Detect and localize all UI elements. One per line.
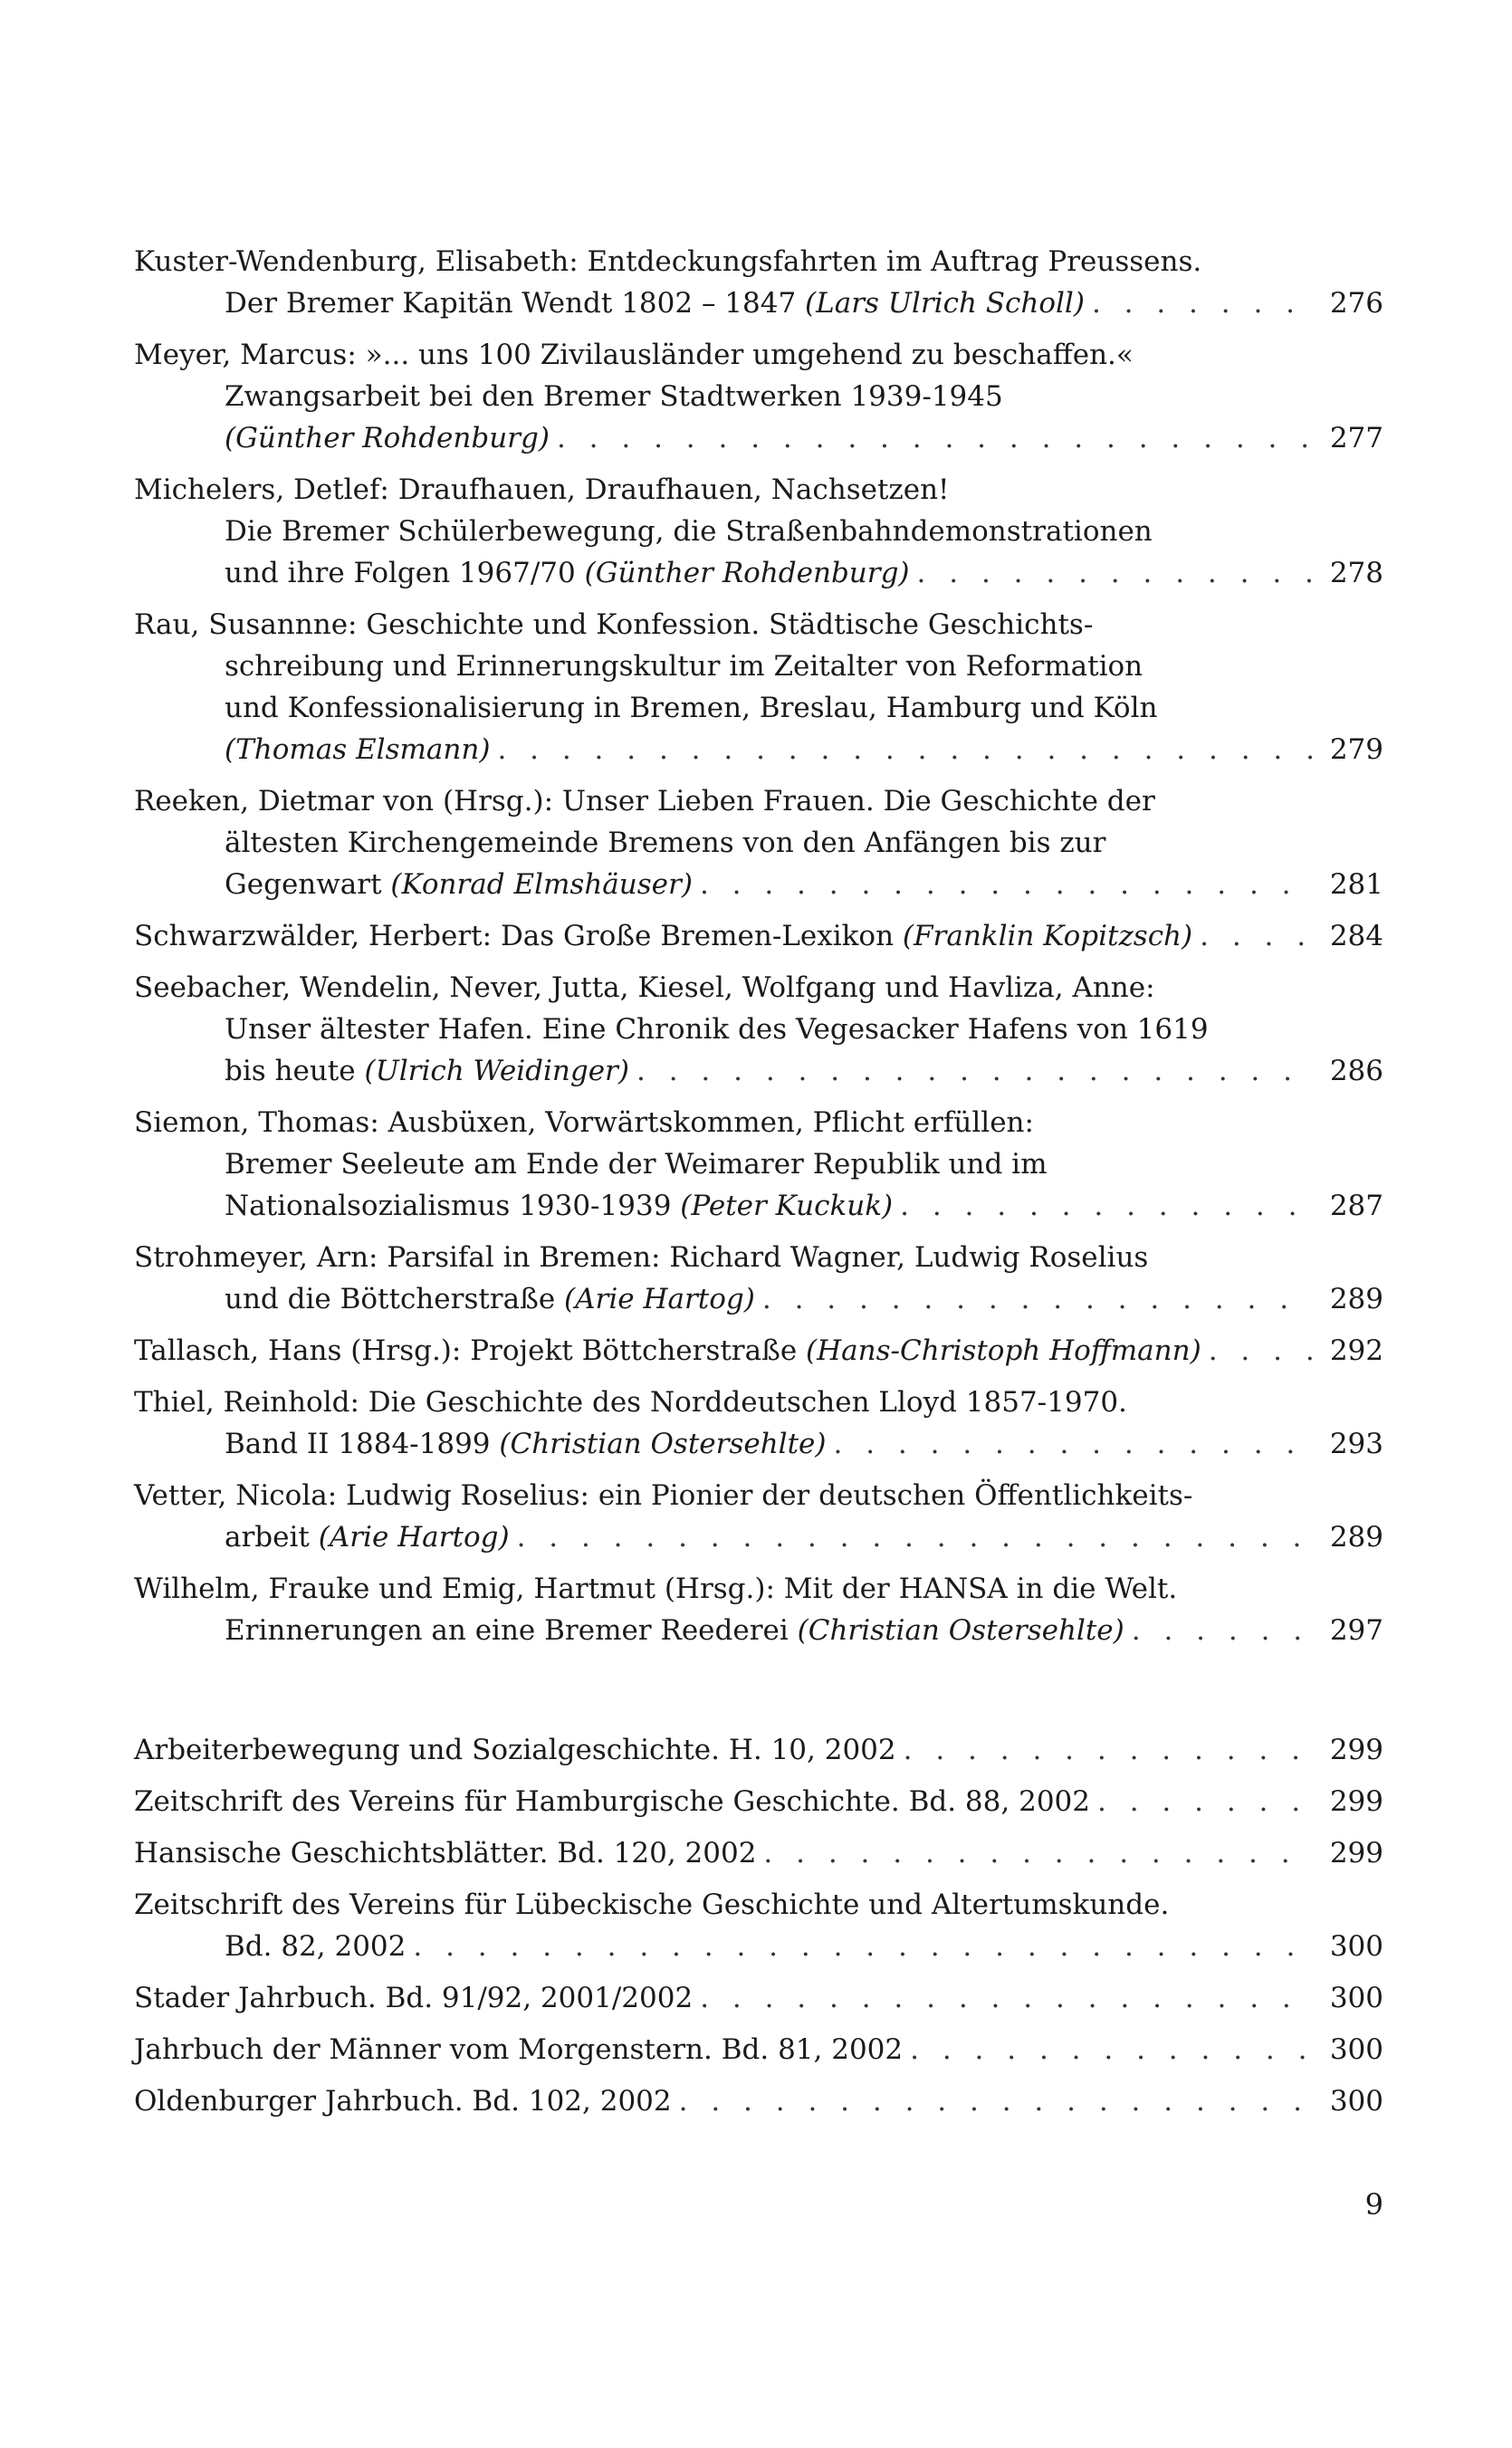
entry-continuation-line: Die Bremer Schülerbewegung, die Straßenbahndemonstrationen [225, 515, 1153, 548]
toc-entry [134, 1330, 1383, 1372]
dot-leader [700, 1977, 1313, 2019]
dot-leader [1209, 1330, 1313, 1372]
toc-entry [134, 1237, 1383, 1320]
entry-first-line: Meyer, Marcus: »... uns 100 Zivilausländer umgehend zu beschaffen.« [134, 339, 1134, 371]
entry-text: und die Böttcherstraße [225, 1283, 565, 1315]
dot-leader [904, 1729, 1313, 1771]
toc-entry [134, 469, 1383, 594]
entry-text: Zeitschrift des Vereins für Hamburgische Geschichte. Bd. 88, 2002 [134, 1785, 1090, 1818]
toc-entry [134, 1977, 1383, 2019]
entry-page-number: 289 [1329, 1283, 1383, 1315]
dot-leader [557, 417, 1313, 459]
entry-text: und ihre Folgen 1967/70 [225, 557, 585, 589]
dot-leader [1097, 1781, 1313, 1822]
entry-text: Oldenburger Jahrbuch. Bd. 102, 2002 [134, 2085, 672, 2118]
entry-page-number: 286 [1329, 1055, 1383, 1087]
entry-first-line: Wilhelm, Frauke und Emig, Hartmut (Hrsg.): Mit der HANSA in die Welt. [134, 1573, 1178, 1605]
entry-page-number: 292 [1329, 1334, 1383, 1367]
toc-entry [134, 1102, 1383, 1227]
entry-text: Stader Jahrbuch. Bd. 91/92, 2001/2002 [134, 1982, 694, 2014]
entry-reviewer: ( Günther Rohdenburg ) [585, 557, 910, 589]
entry-text: Der Bremer Kapitän Wendt 1802 – 1847 [225, 287, 806, 320]
toc-entry [134, 1475, 1383, 1558]
entry-text: Jahrbuch der Männer vom Morgenstern. Bd. 81, 2002 [134, 2033, 904, 2066]
entry-text: Band II 1884-1899 [225, 1428, 500, 1460]
dot-leader [1132, 1610, 1313, 1651]
entry-reviewer: ( Lars Ulrich Scholl ) [805, 287, 1085, 320]
toc-entry [134, 1832, 1383, 1874]
entry-page-number: 293 [1329, 1428, 1383, 1460]
toc-entry [134, 780, 1383, 905]
entry-continuation-line: ältesten Kirchengemeinde Bremens von den Anfängen bis zur [225, 827, 1106, 859]
entry-continuation-line: Zwangsarbeit bei den Bremer Stadtwerken 1939-1945 [225, 380, 1003, 413]
entry-reviewer: ( Arie Hartog ) [319, 1521, 510, 1554]
dot-leader [762, 1278, 1313, 1320]
toc-entry [134, 604, 1383, 770]
journals-section [134, 1729, 1383, 2122]
entry-first-line: Seebacher, Wendelin, Never, Jutta, Kiesel, Wolfgang und Havliza, Anne: [134, 971, 1155, 1004]
entry-text: Hansische Geschichtsblätter. Bd. 120, 2002 [134, 1837, 757, 1869]
entry-page-number: 300 [1329, 1982, 1383, 2014]
entry-page-number: 284 [1329, 920, 1383, 952]
entry-text: Erinnerungen an eine Bremer Reederei [225, 1614, 798, 1647]
entry-first-line: Reeken, Dietmar von (Hrsg.): Unser Lieben Frauen. Die Geschichte der [134, 785, 1155, 818]
toc-entry [134, 967, 1383, 1092]
dot-leader [636, 1050, 1313, 1092]
entry-first-line: Kuster-Wendenburg, Elisabeth: Entdeckungsfahrten im Auftrag Preussens. [134, 245, 1202, 278]
dot-leader [900, 1185, 1313, 1227]
table-of-contents [134, 241, 1383, 2132]
dot-leader [700, 864, 1313, 905]
toc-entry [134, 1568, 1383, 1651]
entry-continuation-line: Unser ältester Hafen. Eine Chronik des Vegesacker Hafens von 1619 [225, 1013, 1209, 1046]
entry-reviewer: ( Franklin Kopitzsch ) [903, 920, 1192, 952]
entry-text: Tallasch, Hans (Hrsg.): Projekt Böttcherstraße [134, 1334, 807, 1367]
entry-first-line: Vetter, Nicola: Ludwig Roselius: ein Pionier der deutschen Öffentlichkeits- [134, 1479, 1193, 1512]
entry-reviewer: ( Konrad Elmshäuser ) [390, 868, 693, 901]
toc-entry [134, 2080, 1383, 2122]
toc-entry [134, 1781, 1383, 1822]
dot-leader [413, 1926, 1313, 1967]
entry-page-number: 300 [1329, 2033, 1383, 2066]
entry-reviewer: ( Hans-Christoph Hoffmann ) [806, 1334, 1201, 1367]
dot-leader [1200, 915, 1313, 957]
toc-entry [134, 1382, 1383, 1465]
entry-text: bis heute [225, 1055, 365, 1087]
entry-reviewer: ( Ulrich Weidinger ) [364, 1055, 629, 1087]
reviews-section [134, 241, 1383, 1651]
entry-reviewer: ( Thomas Elsmann ) [225, 733, 490, 766]
entry-text: arbeit [225, 1521, 319, 1554]
toc-entry [134, 915, 1383, 957]
entry-first-line: Rau, Susannne: Geschichte und Konfession. Städtische Geschichts- [134, 608, 1094, 641]
entry-text: Nationalsozialismus 1930-1939 [225, 1190, 681, 1222]
toc-entry [134, 2029, 1383, 2070]
entry-page-number: 299 [1329, 1734, 1383, 1766]
entry-page-number: 278 [1329, 557, 1383, 589]
entry-text: Bd. 82, 2002 [225, 1930, 407, 1963]
entry-continuation-line: und Konfessionalisierung in Bremen, Breslau, Hamburg und Köln [225, 692, 1158, 724]
entry-page-number: 300 [1329, 1930, 1383, 1963]
entry-reviewer: ( Arie Hartog ) [564, 1283, 755, 1315]
entry-page-number: 281 [1329, 868, 1383, 901]
entry-first-line: Strohmeyer, Arn: Parsifal in Bremen: Richard Wagner, Ludwig Roselius [134, 1241, 1149, 1274]
entry-page-number: 299 [1329, 1785, 1383, 1818]
entry-continuation-line: schreibung und Erinnerungskultur im Zeitalter von Reformation [225, 650, 1144, 683]
entry-page-number: 287 [1329, 1190, 1383, 1222]
dot-leader [763, 1832, 1313, 1874]
entry-first-line: Michelers, Detlef: Draufhauen, Draufhauen, Nachsetzen! [134, 473, 950, 506]
entry-page-number: 277 [1329, 422, 1383, 454]
dot-leader [517, 1516, 1313, 1558]
entry-first-line: Siemon, Thomas: Ausbüxen, Vorwärtskommen, Pflicht erfüllen: [134, 1106, 1034, 1139]
dot-leader [917, 552, 1313, 594]
entry-page-number: 300 [1329, 2085, 1383, 2118]
dot-leader [910, 2029, 1313, 2070]
entry-page-number: 299 [1329, 1837, 1383, 1869]
dot-leader [834, 1423, 1314, 1465]
entry-first-line: Zeitschrift des Vereins für Lübeckische Geschichte und Altertumskunde. [134, 1889, 1170, 1921]
entry-page-number: 289 [1329, 1521, 1383, 1554]
entry-continuation-line: Bremer Seeleute am Ende der Weimarer Republik und im [225, 1148, 1048, 1181]
toc-entry [134, 1884, 1383, 1967]
entry-text: Schwarzwälder, Herbert: Das Große Bremen-Lexikon [134, 920, 903, 952]
toc-entry [134, 1729, 1383, 1771]
dot-leader [1092, 282, 1313, 324]
entry-reviewer: ( Günther Rohdenburg ) [225, 422, 550, 454]
section-gap [134, 1661, 1383, 1729]
toc-entry [134, 334, 1383, 459]
entry-text: Gegenwart [225, 868, 391, 901]
entry-first-line: Thiel, Reinhold: Die Geschichte des Norddeutschen Lloyd 1857-1970. [134, 1386, 1127, 1419]
entry-page-number: 276 [1329, 287, 1383, 320]
page-number: 9 [1364, 2187, 1383, 2222]
entry-text: Arbeiterbewegung und Sozialgeschichte. H. 10, 2002 [134, 1734, 896, 1766]
entry-reviewer: ( Christian Ostersehlte ) [798, 1614, 1124, 1647]
dot-leader [497, 729, 1313, 770]
entry-reviewer: ( Christian Ostersehlte ) [499, 1428, 826, 1460]
dot-leader [679, 2080, 1313, 2122]
entry-page-number: 279 [1329, 733, 1383, 766]
entry-page-number: 297 [1329, 1614, 1383, 1647]
entry-reviewer: ( Peter Kuckuk ) [680, 1190, 893, 1222]
toc-entry [134, 241, 1383, 324]
